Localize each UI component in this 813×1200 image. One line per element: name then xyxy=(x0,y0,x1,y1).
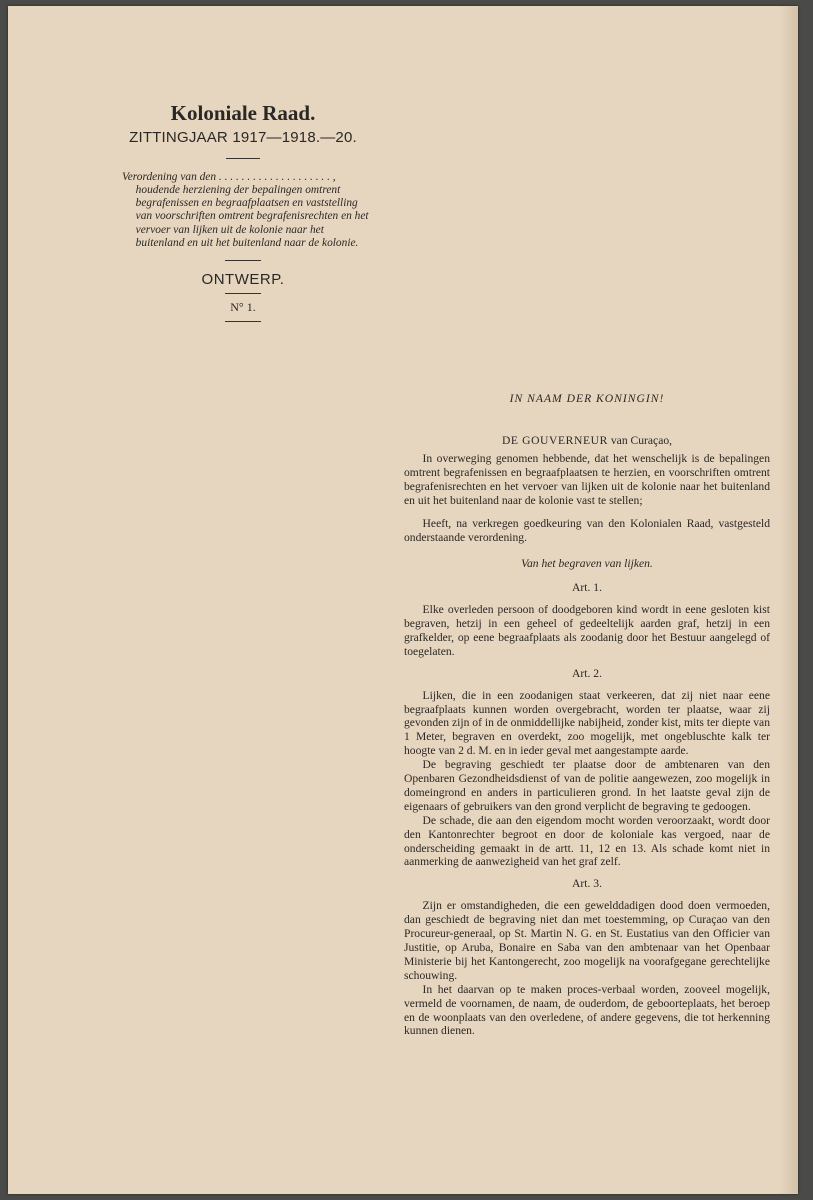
ordinance-text xyxy=(404,392,770,1038)
preamble-paragraph: Heeft, na verkregen goedkeuring van den Kolonialen Raad, vastgesteld onderstaande verordening. xyxy=(404,517,770,545)
ordinance-summary: Verordening van den . . . . . . . . . . . . . . . . . . . . , houdende herziening der bepalingen omtrent begrafenissen en begraafplaatsen en vaststelling van voorschriften omtrent begrafenisrechten en het vervoer van lijken uit de kolonie naar het buitenland en uit het buitenland naar de kolonie. xyxy=(122,171,369,249)
page-edge-shadow xyxy=(780,6,798,1194)
draft-label: ONTWERP. xyxy=(201,270,285,288)
governor-place: van Curaçao, xyxy=(610,433,673,447)
header-block xyxy=(108,102,378,328)
divider-rule xyxy=(225,293,261,294)
divider-rule xyxy=(226,158,260,159)
divider-rule xyxy=(225,321,261,322)
article-paragraph: Lijken, die in een zoodanigen staat verkeeren, dat zij niet naar eene begraafplaats kunnen worden overgebracht, worden ter plaatse, waar zij gevonden zijn of in de onmiddellijke nabijheid, zonder kist, mits ter diepte van 1 Meter, begraven en overdekt, zoo mogelijk, met ongebluschte kalk ter hoogte van 2 d. M. en in ieder geval met aangestampte aarde. xyxy=(404,688,770,758)
preamble-paragraph: In overweging genomen hebbende, dat het wenschelijk is de bepalingen omtrent begrafenissen en begraafplaatsen te herzien, en voorschriften omtrent begrafenisrechten en het vervoer van lijken uit de kolonie naar het buitenland en uit het buitenland naar de kolonie vast te stellen; xyxy=(404,451,770,507)
session-year: ZITTINGJAAR 1917—1918.—20. xyxy=(129,129,357,147)
article-paragraph: In het daarvan op te maken proces-verbaal worden, zooveel mogelijk, vermeld de voornamen, de naam, de ouderdom, de geboorteplaats, het beroep en de woonplaats van den overledene, of andere gegevens, die tot herkenning kunnen dienen. xyxy=(404,982,770,1038)
document-page xyxy=(8,6,798,1194)
article-heading: Art. 3. xyxy=(572,877,602,891)
motto: IN NAAM DER KONINGIN! xyxy=(509,392,665,405)
article-paragraph: De schade, die aan den eigendom mocht worden veroorzaakt, wordt door den Kantonrechter begroot en door de koloniale kas vergoed, naar de onderscheiding gemaakt in de artt. 11, 12 en 13. Als schade komt niet in aanmerking de aanwezigheid van het graf zelf. xyxy=(404,813,770,869)
article-paragraph: De begraving geschiedt ter plaatse door de ambtenaren van den Openbaren Gezondheidsdienst of van de politie aangewezen, zoo mogelijk in domeingrond en anders in particulieren grond. In het laatste geval zijn de eigenaars of gebruikers van den grond verplicht de begraving te gedoogen. xyxy=(404,758,770,813)
governor-line xyxy=(404,434,770,448)
article-paragraph: Elke overleden persoon of doodgeboren kind wordt in eene gesloten kist begraven, hetzij in een geheel of gedeeltelijk aarden graf, hetzij in een grafkelder, op eene begraafplaats als zoodanig door het Bestuur aangelegd of toegelaten. xyxy=(404,603,770,658)
article-heading: Art. 1. xyxy=(572,581,602,595)
draft-number: N° 1. xyxy=(230,299,256,314)
governor-title: DE GOUVERNEUR xyxy=(501,433,608,447)
divider-rule xyxy=(225,260,261,261)
section-heading: Van het begraven van lijken. xyxy=(521,557,653,571)
article-paragraph: Zijn er omstandigheden, die een gewelddadigen dood doen vermoeden, dan geschiedt de begraving niet dan met toestemming, op Curaçao van den Procureur-generaal, op St. Martin N. G. en St. Eustatius van den Officier van Justitie, op Aruba, Bonaire en Saba van den ambtenaar van het Openbaar Ministerie bij het Kantongerecht, zoo mogelijk na voorafgegane gerechtelijke schouwing. xyxy=(404,899,770,982)
council-title: Koloniale Raad. xyxy=(170,101,316,125)
article-heading: Art. 2. xyxy=(572,666,602,680)
